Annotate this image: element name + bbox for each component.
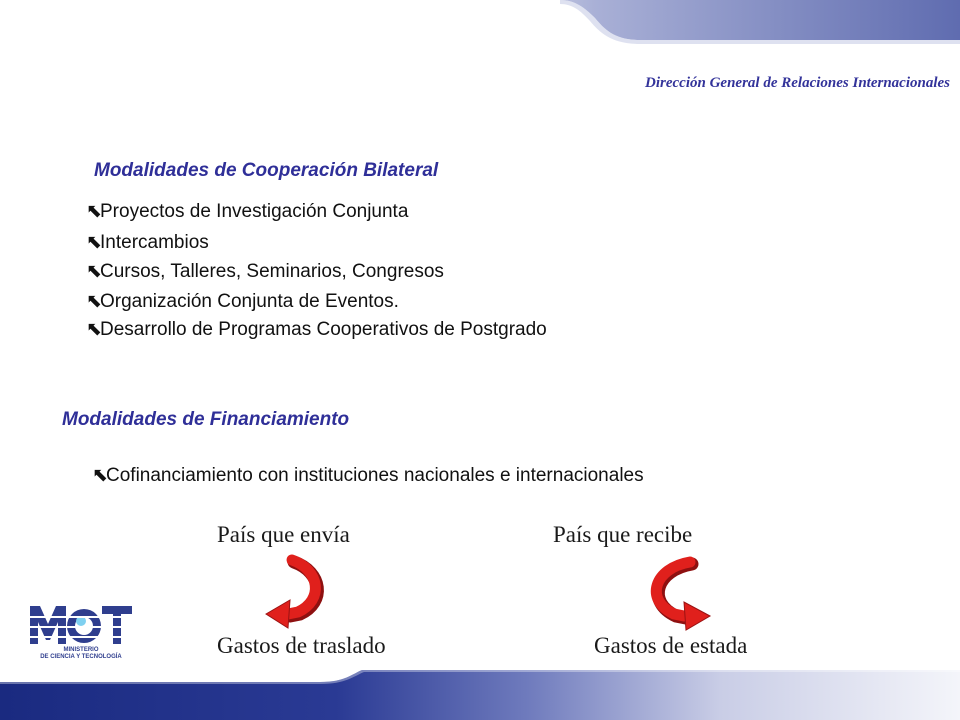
curved-arrow-right-icon bbox=[640, 556, 718, 630]
sender-label: País que envía bbox=[217, 522, 350, 547]
list-item bbox=[92, 465, 644, 487]
logo-line-1: MINISTERIO bbox=[63, 647, 99, 653]
logo-line-2: DE CIENCIA Y TECNOLOGÍA bbox=[40, 654, 122, 660]
list-item-label: Organización Conjunta de Eventos. bbox=[100, 291, 399, 312]
ministry-logo bbox=[28, 600, 134, 662]
arrow-bullet-icon: ⬉ bbox=[86, 232, 102, 253]
curved-arrow-left-icon bbox=[258, 556, 336, 630]
arrow-bullet-icon: ⬉ bbox=[92, 465, 108, 486]
list-item-label: Cursos, Talleres, Seminarios, Congresos bbox=[100, 261, 444, 282]
list-item bbox=[86, 261, 444, 283]
arrow-bullet-icon: ⬉ bbox=[86, 201, 102, 222]
financing-title: Modalidades de Financiamiento bbox=[62, 409, 350, 430]
list-item-label: Intercambios bbox=[100, 232, 209, 253]
list-item bbox=[86, 232, 209, 254]
footer-band bbox=[0, 670, 960, 720]
arrow-bullet-icon: ⬉ bbox=[86, 291, 102, 312]
list-item-label: Desarrollo de Programas Cooperativos de Postgrado bbox=[100, 319, 547, 340]
receiver-cost-label: Gastos de estada bbox=[594, 633, 748, 658]
logo-caption bbox=[28, 647, 134, 661]
list-item bbox=[86, 319, 547, 341]
receiver-label: País que recibe bbox=[553, 522, 693, 547]
mct-logo-icon bbox=[28, 600, 134, 646]
org-title: Dirección General de Relaciones Internacionales bbox=[645, 75, 950, 91]
sender-cost-label: Gastos de traslado bbox=[217, 633, 386, 658]
arrow-bullet-icon: ⬉ bbox=[86, 319, 102, 340]
bilateral-title: Modalidades de Cooperación Bilateral bbox=[94, 160, 439, 181]
list-item-label: Cofinanciamiento con instituciones nacionales e internacionales bbox=[106, 465, 644, 486]
header-band bbox=[0, 0, 960, 60]
list-item bbox=[86, 201, 408, 223]
list-item bbox=[86, 291, 399, 313]
arrow-bullet-icon: ⬉ bbox=[86, 261, 102, 282]
list-item-label: Proyectos de Investigación Conjunta bbox=[100, 201, 409, 222]
